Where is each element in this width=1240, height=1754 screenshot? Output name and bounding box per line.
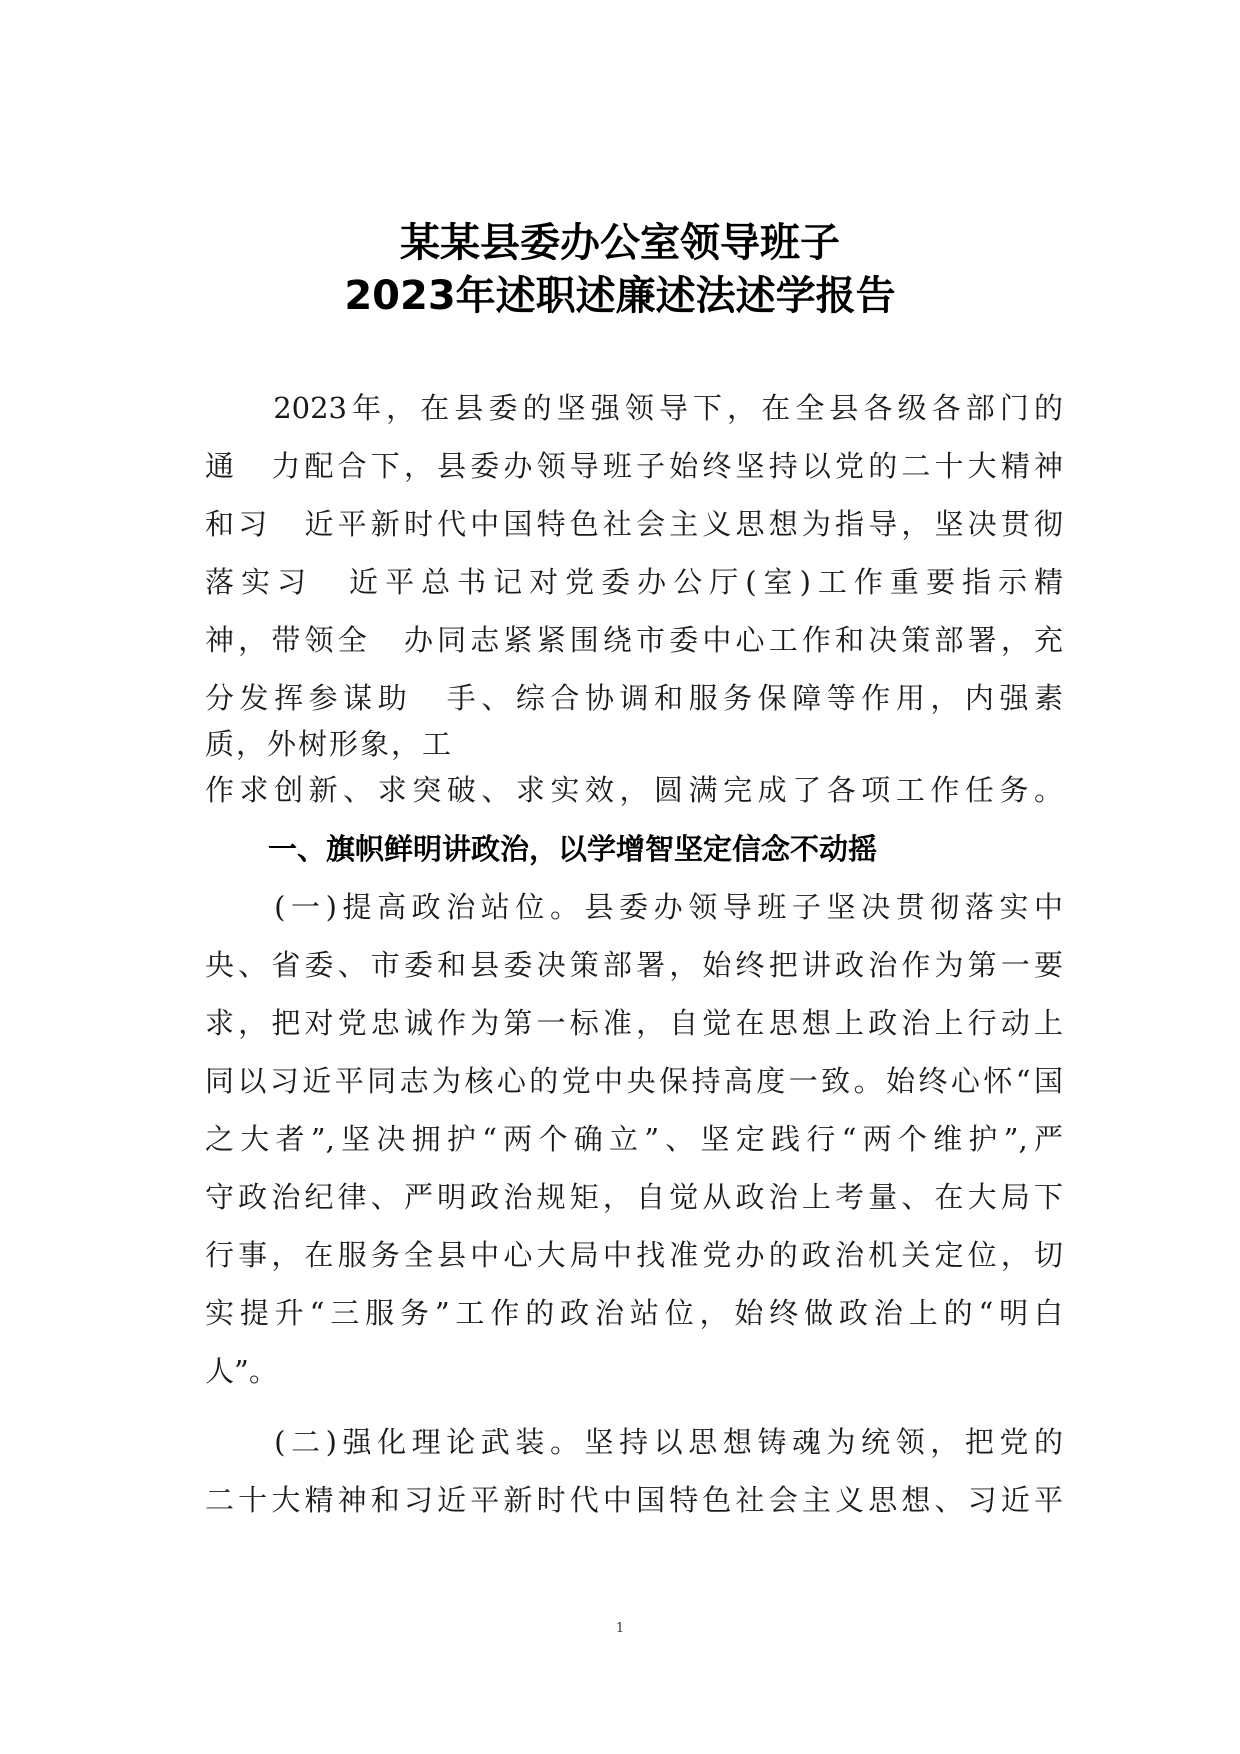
intro-line-1: 2023年，在县委的坚强领导下，在全县各级各部门的	[205, 391, 1063, 425]
intro-line-6: 分发挥参谋助 手、综合协调和服务保障等作用，内强素	[205, 681, 1063, 715]
para-1-line-6: 守政治纪律、严明政治规矩，自觉从政治上考量、在大局下	[205, 1180, 1063, 1214]
intro-line-5: 神，带领全 办同志紧紧围绕市委中心工作和决策部署，充	[205, 623, 1063, 657]
intro-line-3: 和习 近平新时代中国特色社会主义思想为指导，坚决贯彻	[205, 507, 1063, 541]
page-number: 1	[615, 1621, 625, 1636]
intro-line-8: 作求创新、求突破、求实效，圆满完成了各项工作任务。	[205, 773, 1063, 807]
para-1-line-7: 行事，在服务全县中心大局中找准党办的政治机关定位，切	[205, 1238, 1063, 1272]
para-1-line-1: (一)提高政治站位。县委办领导班子坚决贯彻落实中	[205, 890, 1063, 924]
document-title-line-2: 2023年述职述廉述法述学报告	[344, 273, 896, 319]
para-1-line-3: 求，把对党忠诚作为第一标准，自觉在思想上政治上行动上	[205, 1006, 1063, 1040]
para-1-line-9: 人”。	[205, 1354, 278, 1388]
document-title-line-1: 某某县委办公室领导班子	[400, 220, 840, 266]
para-1-line-8: 实提升“三服务”工作的政治站位，始终做政治上的“明白	[205, 1296, 1063, 1330]
intro-line-4: 落实习 近平总书记对党委办公厅(室)工作重要指示精	[205, 565, 1063, 599]
para-2-line-1: (二)强化理论武装。坚持以思想铸魂为统领，把党的	[205, 1425, 1063, 1459]
para-1-line-5: 之大者”,坚决拥护“两个确立”、坚定践行“两个维护”,严	[205, 1122, 1063, 1156]
para-1-line-2: 央、省委、市委和县委决策部署，始终把讲政治作为第一要	[205, 948, 1063, 982]
para-1-line-4: 同以习近平同志为核心的党中央保持高度一致。始终心怀“国	[205, 1064, 1063, 1098]
intro-line-7: 质，外树形象，工	[205, 727, 454, 761]
section-1-heading: 一、旗帜鲜明讲政治，以学增智坚定信念不动摇	[268, 832, 878, 866]
para-2-line-2: 二十大精神和习近平新时代中国特色社会主义思想、习近平	[205, 1483, 1063, 1517]
intro-line-2: 通 力配合下，县委办领导班子始终坚持以党的二十大精神	[205, 449, 1063, 483]
